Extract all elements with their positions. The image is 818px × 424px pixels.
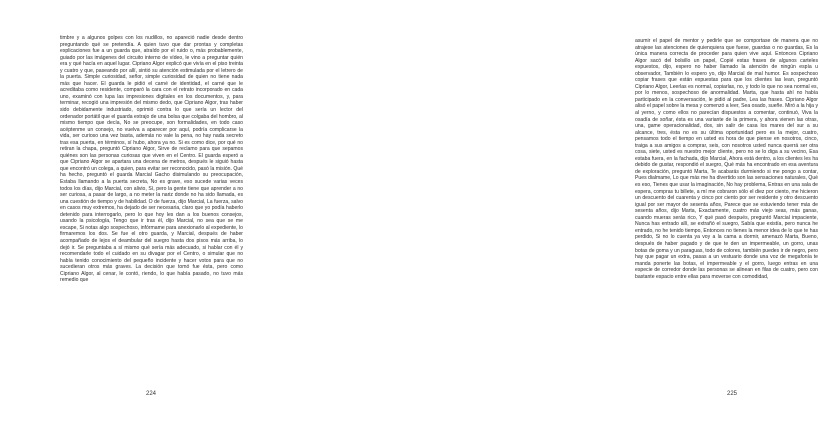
right-page-number: 225 xyxy=(726,391,737,397)
left-page-text: timbre y a algunos golpes con los nudillos, no apareció nadie desde dentro preguntando qué se pretendía. A quien tuvo que dar prontas y completas explicaciones fue a un guarda que, atraído por el ruido o, más probablemente, guiado por las imágenes del circuito interno de vídeo, le vino a preguntar quién era y qué hacía en aquel lugar. Cipriano Algor explicó que vivía en el piso treinta y cuatro y que, paseando por allí, sintió su atención estimulada por el letrero de la puerta. Simple curiosidad, señor, simple curiosidad de quien no tiene nada más que hacer. El guarda le pidió el carné de identidad, el carné que le acreditaba como residente, comparó la cara con el retrato incorporado en cada uno, examinó con lupa las impresiones digitales en los documentos, y, para terminar, recogió una impresión del mismo dedo, que Cipriano Algor, tras haber sido debidamente industriado, oprimió contra lo que sería un lector del ordenador portátil que el guarda extrajo de una bolsa que colgaba del hombro, al mismo tiempo que decía, No se preocupe, son formalidades, en todo caso acéptenme un consejo, no vuelva a aparecer por aquí, podría complicarse la vida, ser curioso una vez basta, además no vale la pena, no hay nada secreto tras esa puerta, en términos, sí hubo, ahora ya no. Si es como dice, por qué no retiran la chapa, preguntó Cipriano Algor, Sirve de reclamo para que sepamos quiénes son las personas curiosas que viven en el Centro. El guarda esperó a que Cipriano Algor se apartara una decena de metros, después le siguió hasta que encontró un colega, a quien, para evitar ser reconocido, pasó la misión. Qué ha hecho, preguntó el guarda Marcial Gacho disimulando su preocupación, Estaba llamando a la puerta secreta, No es grave, eso sucede varias veces todos los días, dijo Marcial, con alivio, Sí, pero la gente tiene que aprender a no ser curiosa, a pasar de largo, a no meter la nariz donde no ha sido llamada, es una cuestión de tiempo y de habilidad. O de fuerza, dijo Marcial, La fuerza, salvo en casos muy extremos, ha dejado de ser necesaria, claro que yo podía haberlo detenido para interrogarlo, pero lo que hoy les dan a los buenos consejos, usando la psicología, Tengo que ir tras él, dijo Marcial, no sea que se me escape, Si notas algo sospechoso, infórmame para anexionarlo al expediente, lo firmaremos los dos. Se fue el otro guarda, y Marcial, después de haber acompañado de lejos el deambular del suegro hasta dos pisos más arriba, lo dejó ir. Se preguntaba a sí mismo qué sería más adecuado, si hablar con él y recomendarle todo el cuidado en su divagar por el Centro, o simular que no había tenido conocimiento del pequeño incidente y hacer votos para que no sucedieran otros más graves. La decisión que tomó fue ésta, pero como Cipriano Algor, al cenar, le contó, riendo, lo que había pasado, no tuvo más remedio que xyxy=(60,35,243,284)
right-page xyxy=(300,0,818,424)
left-page xyxy=(0,0,300,424)
left-page-number: 224 xyxy=(145,391,156,397)
right-page-text: asumir el papel de mentor y pedirle que se comportase de manera que no atrajese las atenciones de quienquiera que fuese, guardas o no guardas, Es la única manera correcta de proceder para quien vive aquí. Entonces Cipriano Algor sacó del bolsillo un papel, Copié estas frases de algunos carteles expuestos, dijo, espero no haber llamado la atención de ningún espía u observador, También lo espero yo, dijo Marcial de mal humor. Es sospechoso copiar frases que están expuestas para que los clientes las lean, preguntó Cipriano Algor, Leerlas es normal, copiarlas, no, y todo lo que no sea normal es, por lo menos, sospechoso de anormalidad. Marta, que hasta ahí no había participado en la conversación, le pidió al padre, Lea las frases. Cipriano Algor alisó el papel sobre la mesa y comenzó a leer, Sea osado, sueñe. Miró a la hija y al yerno, y como ellos no parecían dispuestos a comentar, continuó, Viva la osadía de soñar, ésta es una variante de la primera, y ahora vienen las otras, una, game operacionalidad, dos, sin salir de casa los mares del sur a su alcance, tres, ésta no es su última oportunidad pero es la mejor, cuatro, pensamos todo el tiempo en usted es hora de que piense en nosotros, cinco, traiga a sus amigos a comprar, seis, con nosotros usted nunca querrá ser otra cosa, siete, usted es nuestro mejor cliente, pero no se lo diga a su vecino, Esa estaba fuera, en la fachada, dijo Marcial, Ahora está dentro, a los clientes les ha debido de gustar, respondió el suegro, Qué más ha encontrado en esa aventura de exploración, preguntó Marta, Te acabarás durmiendo si me pongo a contar, Pues dialmame, Lo que más me ha divertido son las sensaciones naturales, Qué es eso, Tienes que usar la imaginación, No hay problema, Entras en una sala de espera, compras tu billete, a mí me cobraron sólo el diez por ciento, me hicieron un descuento del cuarenta y cinco por ciento por ser residente y otro descuento igual por ser mayor de sesenta años, Parece que se estuviendo tener más de sesenta años, dijo Marta, Exactamente, cuatro más viejo seas, más ganas, cuando mueras serás rico, Y qué pasó después, preguntó Marcial impaciente, Nunca has entrado allí, se extrañó el suegro, Sabía que existía, pero nunca he entrado, no he tenido tiempo, Entonces no tienes la menor idea de lo que te has perdido, Si no lo cuenta ya voy a la cama a dormir, amenazó Marta, Bueno, después de haber pagado y de que te den un impermeable, un gorro, unas botas de goma y un paraguas, todo de colores, también puedes ir de negro, pero hay que pagar un extra, pasas a un vestuario donde una voz de megafonía te manda ponerte las botas, el impermeable y el gorro, luego entras en una especie de corredor donde las personas se alinean en filas de cuatro, pero con bastante espacio entre ellas para moverse con comodidad, xyxy=(635,38,818,280)
